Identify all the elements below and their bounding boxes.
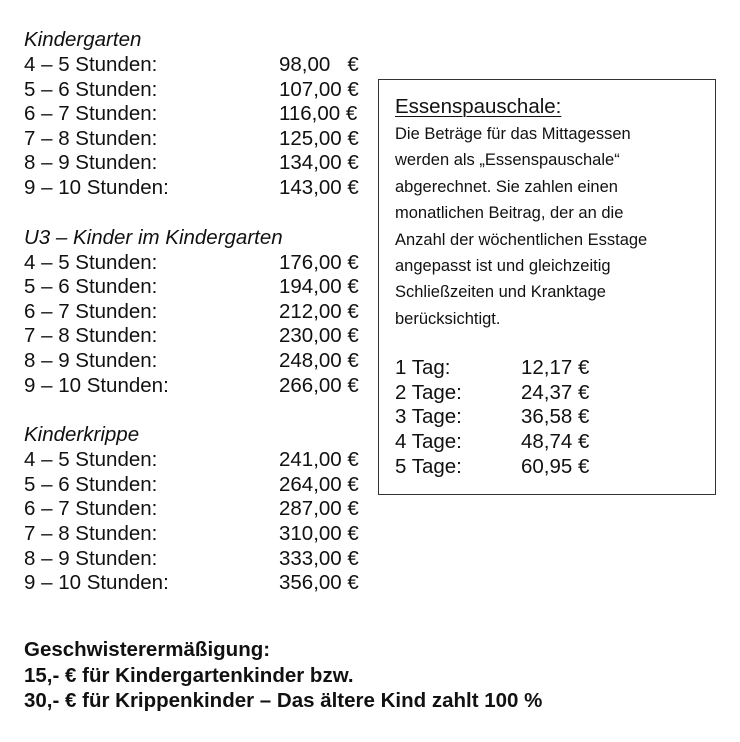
day-label: 1 Tag:	[395, 356, 451, 380]
row-label: 4 – 5 Stunden:	[24, 250, 158, 274]
price-row	[24, 324, 374, 349]
row-price: 264,00 €	[279, 472, 359, 496]
meal-box-title: Essenspauschale:	[395, 95, 562, 118]
row-label: 7 – 8 Stunden:	[24, 126, 158, 150]
row-label: 9 – 10 Stunden:	[24, 175, 169, 199]
description-line: berücksichtigt.	[395, 309, 501, 328]
price-row	[24, 275, 374, 300]
row-price: 125,00 €	[279, 126, 359, 150]
row-price: 194,00 €	[279, 275, 359, 299]
day-label: 3 Tage:	[395, 405, 462, 429]
section-kinderkrippe	[24, 423, 374, 596]
price-list	[24, 28, 374, 596]
discount-heading: Geschwisterermäßigung:	[24, 638, 271, 661]
row-label: 8 – 9 Stunden:	[24, 151, 158, 175]
day-price: 12,17 €	[521, 356, 590, 380]
description-line: monatlichen Beitrag, der an die	[395, 204, 624, 223]
day-price: 24,37 €	[521, 380, 590, 404]
section-title: Kindergarten	[24, 28, 142, 51]
row-label: 9 – 10 Stunden:	[24, 571, 169, 595]
day-row	[395, 381, 715, 406]
row-price: 98,00 €	[279, 53, 359, 76]
row-price: 266,00 €	[279, 373, 359, 397]
discount-line: 30,- € für Krippenkinder – Das ältere Kind zahlt 100 %	[24, 689, 543, 712]
row-price: 107,00 €	[279, 77, 359, 101]
price-row	[24, 176, 374, 201]
section-title: Kinderkrippe	[24, 423, 140, 447]
price-row	[24, 522, 374, 547]
row-price: 310,00 €	[279, 521, 359, 545]
row-label: 6 – 7 Stunden:	[24, 102, 158, 126]
meal-days-list	[395, 356, 715, 479]
description-line: Anzahl der wöchentlichen Esstage	[395, 230, 648, 249]
description-line: angepasst ist und gleichzeitig	[395, 257, 611, 276]
day-label: 4 Tage:	[395, 430, 462, 454]
sibling-discount	[24, 637, 542, 714]
price-row	[24, 547, 374, 572]
row-label: 5 – 6 Stunden:	[24, 77, 158, 101]
row-label: 5 – 6 Stunden:	[24, 472, 158, 496]
price-row	[24, 571, 374, 596]
day-price: 60,95 €	[521, 454, 590, 478]
row-price: 212,00 €	[279, 299, 359, 323]
price-row	[24, 53, 374, 78]
meal-box-description	[395, 121, 711, 332]
day-row	[395, 356, 715, 381]
day-price: 48,74 €	[521, 430, 590, 454]
price-row	[24, 127, 374, 152]
day-row	[395, 430, 715, 455]
price-row	[24, 78, 374, 103]
row-label: 7 – 8 Stunden:	[24, 324, 158, 348]
day-label: 2 Tage:	[395, 380, 462, 404]
row-price: 116,00 €	[279, 102, 358, 126]
row-label: 7 – 8 Stunden:	[24, 521, 158, 545]
row-label: 4 – 5 Stunden:	[24, 448, 158, 472]
row-label: 6 – 7 Stunden:	[24, 497, 158, 521]
row-price: 333,00 €	[279, 546, 359, 570]
price-row	[24, 497, 374, 522]
price-row	[24, 300, 374, 325]
description-line: werden als „Essenspauschale“	[395, 151, 620, 170]
row-price: 176,00 €	[279, 250, 359, 274]
row-price: 143,00 €	[279, 175, 359, 199]
price-row	[24, 151, 374, 176]
section-u3	[24, 226, 374, 399]
day-row	[395, 405, 715, 430]
day-label: 5 Tage:	[395, 454, 462, 478]
price-row	[24, 473, 374, 498]
description-line: Schließzeiten und Kranktage	[395, 283, 606, 302]
row-price: 134,00 €	[279, 151, 359, 175]
row-price: 230,00 €	[279, 324, 359, 348]
price-row	[24, 374, 374, 399]
discount-line: 15,- € für Kindergartenkinder bzw.	[24, 663, 354, 687]
price-row	[24, 251, 374, 276]
section-kindergarten	[24, 28, 374, 201]
row-price: 248,00 €	[279, 348, 359, 372]
description-line: abgerechnet. Sie zahlen einen	[395, 177, 618, 196]
row-price: 287,00 €	[279, 497, 359, 521]
row-label: 9 – 10 Stunden:	[24, 373, 169, 397]
meal-allowance-box	[378, 79, 716, 495]
row-price: 241,00 €	[279, 448, 359, 472]
row-label: 6 – 7 Stunden:	[24, 299, 158, 323]
price-row	[24, 448, 374, 473]
description-line: Die Beträge für das Mittagessen	[395, 125, 631, 143]
day-row	[395, 455, 715, 480]
price-row	[24, 349, 374, 374]
row-label: 8 – 9 Stunden:	[24, 348, 158, 372]
row-label: 5 – 6 Stunden:	[24, 275, 158, 299]
row-label: 8 – 9 Stunden:	[24, 546, 158, 570]
price-row	[24, 102, 374, 127]
row-price: 356,00 €	[279, 571, 359, 595]
day-price: 36,58 €	[521, 405, 590, 429]
row-label: 4 – 5 Stunden:	[24, 53, 158, 76]
section-title: U3 – Kinder im Kindergarten	[24, 225, 283, 249]
